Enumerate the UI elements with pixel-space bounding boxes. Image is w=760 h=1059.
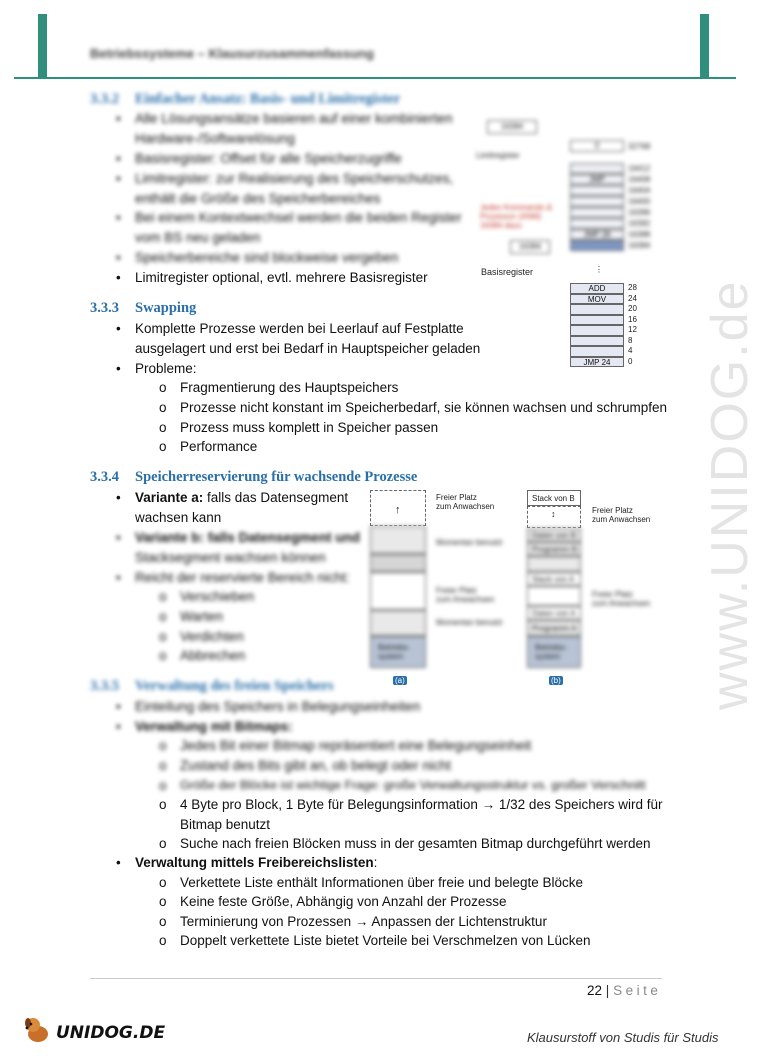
sub-bullet: o	[159, 797, 167, 812]
sub-bullet: o	[159, 380, 167, 395]
sub-bullet: o	[159, 420, 167, 435]
sub-bullet-text: Terminierung von Prozessen → Anpassen der Lichtenstruktur	[180, 914, 547, 929]
bullet-text: wachsen kann	[135, 510, 222, 525]
footer-rule	[90, 978, 662, 979]
header-bar-left	[38, 14, 47, 78]
sub-bullet-text: Verdichten	[180, 629, 244, 644]
bullet-text: Alle Lösungsansätze basieren auf einer kombinierten	[135, 111, 453, 126]
memory-cell	[570, 304, 624, 315]
memory-cell: JMP	[570, 174, 624, 185]
free-list-heading: Verwaltung mittels Freibereichslisten:	[135, 855, 378, 870]
memory-address: 20	[628, 304, 637, 313]
memory-address: 16384	[628, 241, 651, 250]
bullet-text: Einteilung des Speichers in Belegungseinheiten	[135, 699, 421, 714]
memory-address: 16412	[628, 164, 651, 173]
memory-cell: JMP 24	[570, 357, 624, 368]
bullet-text: Speicherbereiche sind blockweise vergeben	[135, 250, 399, 265]
memory-cell	[570, 196, 624, 207]
sub-bullet: o	[159, 933, 167, 948]
bullet-text: Reicht der reservierte Bereich nicht:	[135, 570, 350, 585]
sub-bullet-text: Prozess muss komplett in Speicher passen	[180, 420, 439, 435]
logo-text: UNIDOG.DE	[56, 1023, 166, 1043]
sub-bullet-text: Größe der Blöcke ist wichtige Frage: große Verwaltungsstruktur vs. großer Verschnitt	[180, 778, 646, 792]
tagline: Klausurstoff von Studis für Studis	[527, 1030, 719, 1045]
sub-bullet-text: Suche nach freien Blöcken muss in der gesamten Bitmap durchgeführt werden	[180, 836, 651, 851]
memory-address: 16396	[628, 208, 651, 217]
note-text: Jedes Kommando & Prozessor (ANM) 16384 dazu	[480, 203, 553, 230]
memory-cell	[570, 315, 624, 326]
bullet-text: vom BS neu geladen	[135, 230, 261, 245]
header-rule	[14, 77, 736, 79]
bullet-dot: •	[116, 361, 121, 376]
section-heading-3-3-5: 3.3.5 Verwaltung des freien Speichers	[90, 678, 334, 694]
bullet-text: Bei einem Kontextwechsel werden die beiden Register	[135, 210, 462, 225]
section-heading-3-3-4: 3.3.4 Speicherreservierung für wachsende Prozesse	[90, 469, 418, 485]
memory-cell	[570, 207, 624, 218]
bullet-text: Komplette Prozesse werden bei Leerlauf auf Festplatte	[135, 321, 464, 336]
memory-address: 8	[628, 335, 633, 345]
memory-cell	[570, 325, 624, 336]
bullet-text: Stacksegment wachsen können	[135, 550, 326, 565]
section-heading-3-3-3: 3.3.3 Swapping	[90, 300, 197, 316]
base-register-value: 16384	[518, 242, 542, 251]
sub-bullet-text: 4 Byte pro Block, 1 Byte für Belegungsinformation → 1/32 des Speichers wird für	[180, 797, 663, 812]
memory-cell: JMP 28	[570, 229, 624, 240]
memory-cell	[570, 163, 624, 174]
memory-cell	[570, 346, 624, 357]
bullet-text: Hardware-/Softwarelösung	[135, 131, 295, 146]
watermark: www.UNIDOG.de	[701, 279, 759, 710]
bullet-dot: •	[116, 855, 121, 870]
memory-address: 0	[628, 356, 633, 366]
dog-logo-icon	[22, 1014, 54, 1046]
section-heading-3-3-2: 3.3.2 Einfacher Ansatz: Basis- und Limitregister	[90, 91, 401, 107]
bullet-text: Limitregister optional, evtl. mehrere Basisregister	[135, 270, 428, 285]
bullet-text: Verwaltung mit Bitmaps:	[135, 719, 293, 734]
running-title: Betriebssysteme – Klausurzusammenfassung	[90, 46, 374, 61]
sub-bullet-text: Verkettete Liste enthält Informationen über freie und belegte Blöcke	[180, 875, 584, 890]
sub-bullet-text: Bitmap benutzt	[180, 817, 271, 832]
memory-cell: ADD	[570, 283, 624, 294]
sub-bullet-text: Keine feste Größe, Abhängig von Anzahl der Prozesse	[180, 894, 507, 909]
memory-address: 16388	[628, 230, 651, 239]
sub-bullet: o	[159, 400, 167, 415]
memory-address: 16392	[628, 219, 651, 228]
memory-address: 4	[628, 346, 633, 355]
header-bar-right	[700, 14, 709, 78]
memory-address: 12	[628, 325, 637, 334]
sub-bullet-text: Jedes Bit einer Bitmap repräsentiert eine Belegungseinheit	[180, 738, 532, 753]
bullet-dot: •	[116, 321, 121, 336]
memory-address: 24	[628, 293, 637, 303]
memory-address: 16408	[628, 175, 651, 184]
sub-bullet-text: Prozesse nicht konstant im Speicherbedarf, sie können wachsen und schrumpfen	[180, 400, 668, 415]
memory-address: 28	[628, 283, 637, 292]
sub-bullet-text: Fragmentierung des Hauptspeichers	[180, 380, 399, 395]
bullet-dot: •	[116, 490, 121, 505]
memory-address: 16	[628, 314, 637, 324]
sub-bullet: o	[159, 894, 167, 909]
sub-bullet-text: Performance	[180, 439, 258, 454]
memory-cell: MOV	[570, 294, 624, 305]
sub-bullet: o	[159, 836, 167, 851]
sub-bullet: o	[159, 875, 167, 890]
sub-bullet: o	[159, 914, 167, 929]
memory-address: 16400	[628, 197, 651, 206]
memory-cell	[570, 185, 624, 196]
sub-bullet: o	[159, 439, 167, 454]
bullet-text: Variante b: falls Datensegment und	[135, 530, 361, 545]
memory-cell	[570, 218, 624, 229]
base-register-label: Basisregister	[481, 267, 534, 277]
bullet-text: Probleme:	[135, 361, 197, 376]
variant-a: Variante a: falls das Datensegment	[135, 490, 349, 505]
memory-address: 16404	[628, 186, 651, 195]
limit-register-label: Limitregister	[476, 151, 520, 160]
memory-cell	[570, 240, 624, 251]
memory-cell	[570, 336, 624, 347]
sub-bullet-text: Doppelt verkettete Liste bietet Vorteile bei Verschmelzen von Lücken	[180, 933, 591, 948]
sub-bullet-text: Warten	[180, 609, 224, 624]
bullet-text: ausgelagert und erst bei Bedarf in Hauptspeicher geladen	[135, 341, 481, 356]
sub-bullet-text: Verschieben	[180, 589, 255, 604]
sub-bullet-text: Zustand des Bits gibt an, ob belegt oder nicht	[180, 758, 451, 773]
sub-bullet-text: Abbrechen	[180, 648, 246, 663]
bullet-text: Limitregister: zur Realisierung des Speicherschutzes,	[135, 171, 454, 186]
bullet-text: enthält die Größe des Speicherbereiches	[135, 191, 381, 206]
page-number: 22 | Seite	[587, 983, 662, 998]
bullet-dot: •	[116, 270, 121, 285]
bullet-text: Basisregister: Offset für alle Speicherzugriffe	[135, 151, 402, 166]
limit-register-value: 16384	[500, 122, 524, 131]
